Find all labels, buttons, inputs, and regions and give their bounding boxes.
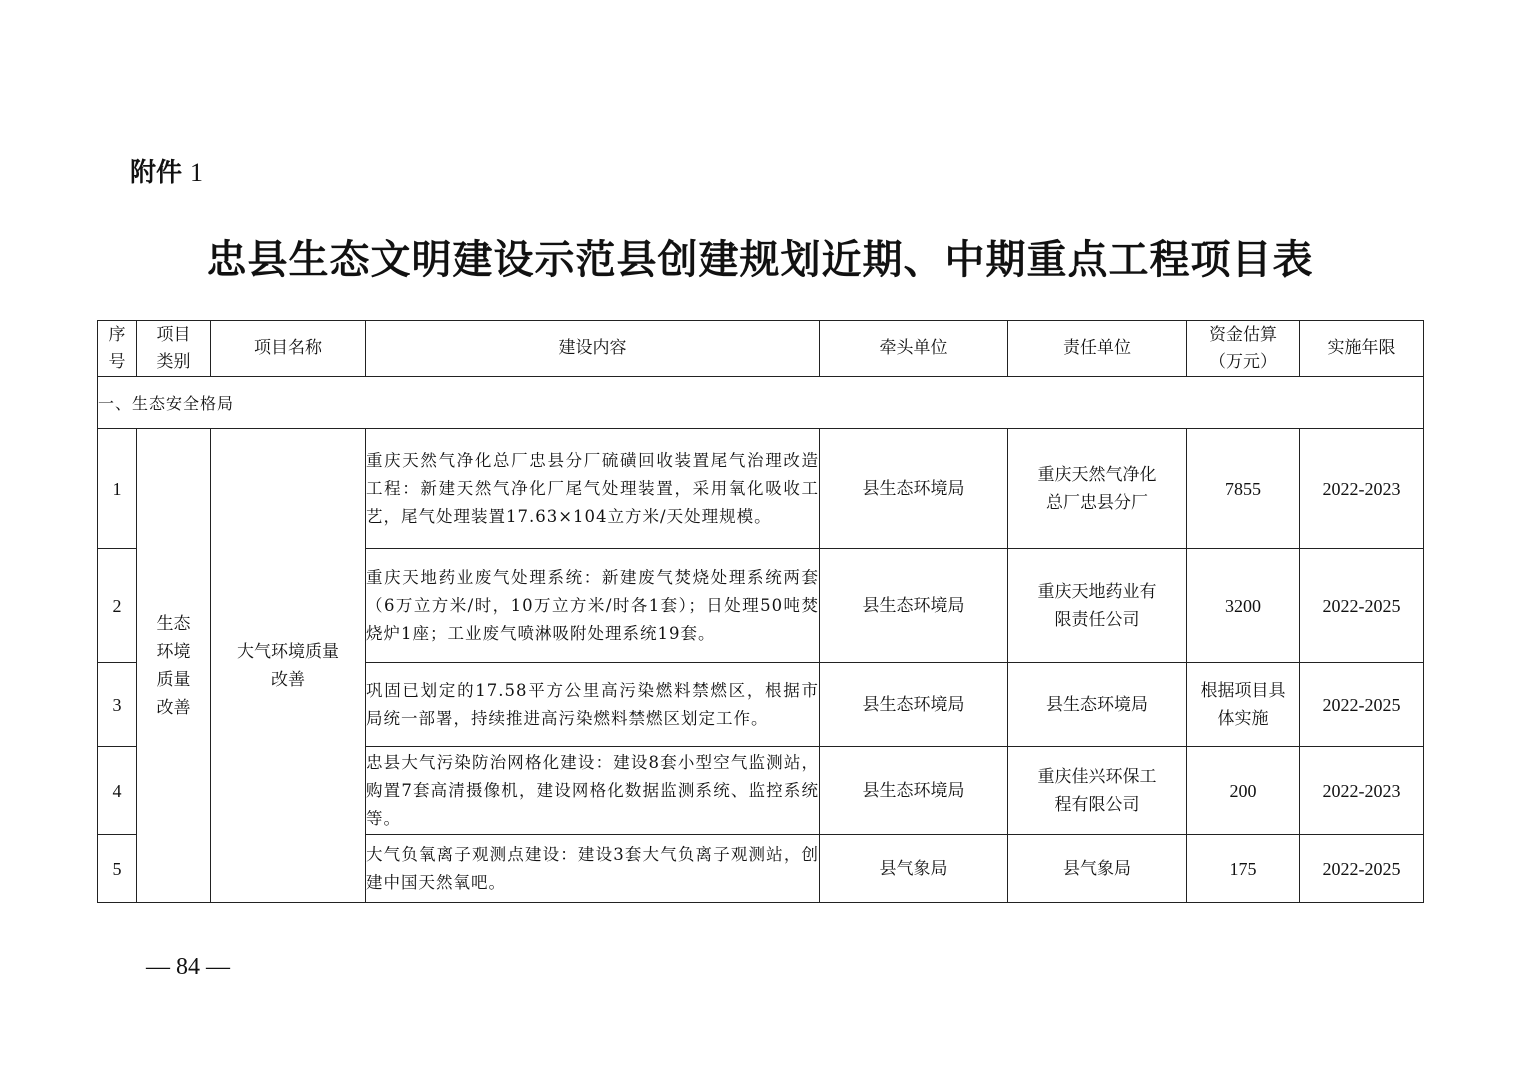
row-years: 2022-2023 (1300, 429, 1424, 549)
row-lead-unit: 县生态环境局 (820, 429, 1008, 549)
row-no: 4 (98, 747, 137, 835)
row-years: 2022-2025 (1300, 835, 1424, 903)
row-responsible-unit: 重庆天地药业有限责任公司 (1008, 549, 1187, 663)
page-number: — 84 — (146, 954, 230, 980)
row-responsible-unit: 县气象局 (1008, 835, 1187, 903)
table-row (98, 429, 1424, 549)
project-name-cell: 大气环境质量改善 (211, 429, 366, 903)
col-header-category: 项目类别 (137, 321, 211, 377)
row-content: 重庆天然气净化总厂忠县分厂硫磺回收装置尾气治理改造工程：新建天然气净化厂尾气处理装置，采用氧化吸收工艺，尾气处理装置17.63×104立方米/天处理规模。 (366, 429, 820, 549)
attachment-text: 附件 (130, 158, 183, 188)
row-fund: 175 (1187, 835, 1300, 903)
row-fund: 200 (1187, 747, 1300, 835)
row-content: 巩固已划定的17.58平方公里高污染燃料禁燃区，根据市局统一部署，持续推进高污染燃料禁燃区划定工作。 (366, 663, 820, 747)
row-content: 重庆天地药业废气处理系统：新建废气焚烧处理系统两套（6万立方米/时，10万立方米/时各1套）；日处理50吨焚烧炉1座；工业废气喷淋吸附处理系统19套。 (366, 549, 820, 663)
row-responsible-unit: 重庆佳兴环保工程有限公司 (1008, 747, 1187, 835)
row-no: 5 (98, 835, 137, 903)
row-years: 2022-2025 (1300, 549, 1424, 663)
table-header-row (98, 321, 1424, 377)
row-lead-unit: 县生态环境局 (820, 747, 1008, 835)
row-no: 3 (98, 663, 137, 747)
row-lead-unit: 县气象局 (820, 835, 1008, 903)
col-header-project-name: 项目名称 (211, 321, 366, 377)
attachment-number: 1 (190, 158, 204, 187)
row-lead-unit: 县生态环境局 (820, 663, 1008, 747)
col-header-years: 实施年限 (1300, 321, 1424, 377)
row-lead-unit: 县生态环境局 (820, 549, 1008, 663)
section-row (98, 377, 1424, 429)
project-table (97, 320, 1424, 903)
row-fund: 根据项目具体实施 (1187, 663, 1300, 747)
category-cell: 生态环境质量改善 (137, 429, 211, 903)
row-fund: 7855 (1187, 429, 1300, 549)
col-header-content: 建设内容 (366, 321, 820, 377)
row-responsible-unit: 县生态环境局 (1008, 663, 1187, 747)
row-content: 忠县大气污染防治网格化建设：建设8套小型空气监测站，购置7套高清摄像机，建设网格化数据监测系统、监控系统等。 (366, 747, 820, 835)
page-title: 忠县生态文明建设示范县创建规划近期、中期重点工程项目表 (206, 236, 1314, 283)
attachment-label (130, 152, 203, 189)
row-no: 1 (98, 429, 137, 549)
col-header-responsible-unit: 责任单位 (1008, 321, 1187, 377)
row-content: 大气负氧离子观测点建设：建设3套大气负离子观测站，创建中国天然氧吧。 (366, 835, 820, 903)
row-years: 2022-2023 (1300, 747, 1424, 835)
col-header-no: 序号 (98, 321, 137, 377)
row-years: 2022-2025 (1300, 663, 1424, 747)
row-responsible-unit: 重庆天然气净化总厂忠县分厂 (1008, 429, 1187, 549)
col-header-lead-unit: 牵头单位 (820, 321, 1008, 377)
row-fund: 3200 (1187, 549, 1300, 663)
section-title: 一、生态安全格局 (98, 377, 1424, 429)
row-no: 2 (98, 549, 137, 663)
col-header-fund: 资金估算（万元） (1187, 321, 1300, 377)
